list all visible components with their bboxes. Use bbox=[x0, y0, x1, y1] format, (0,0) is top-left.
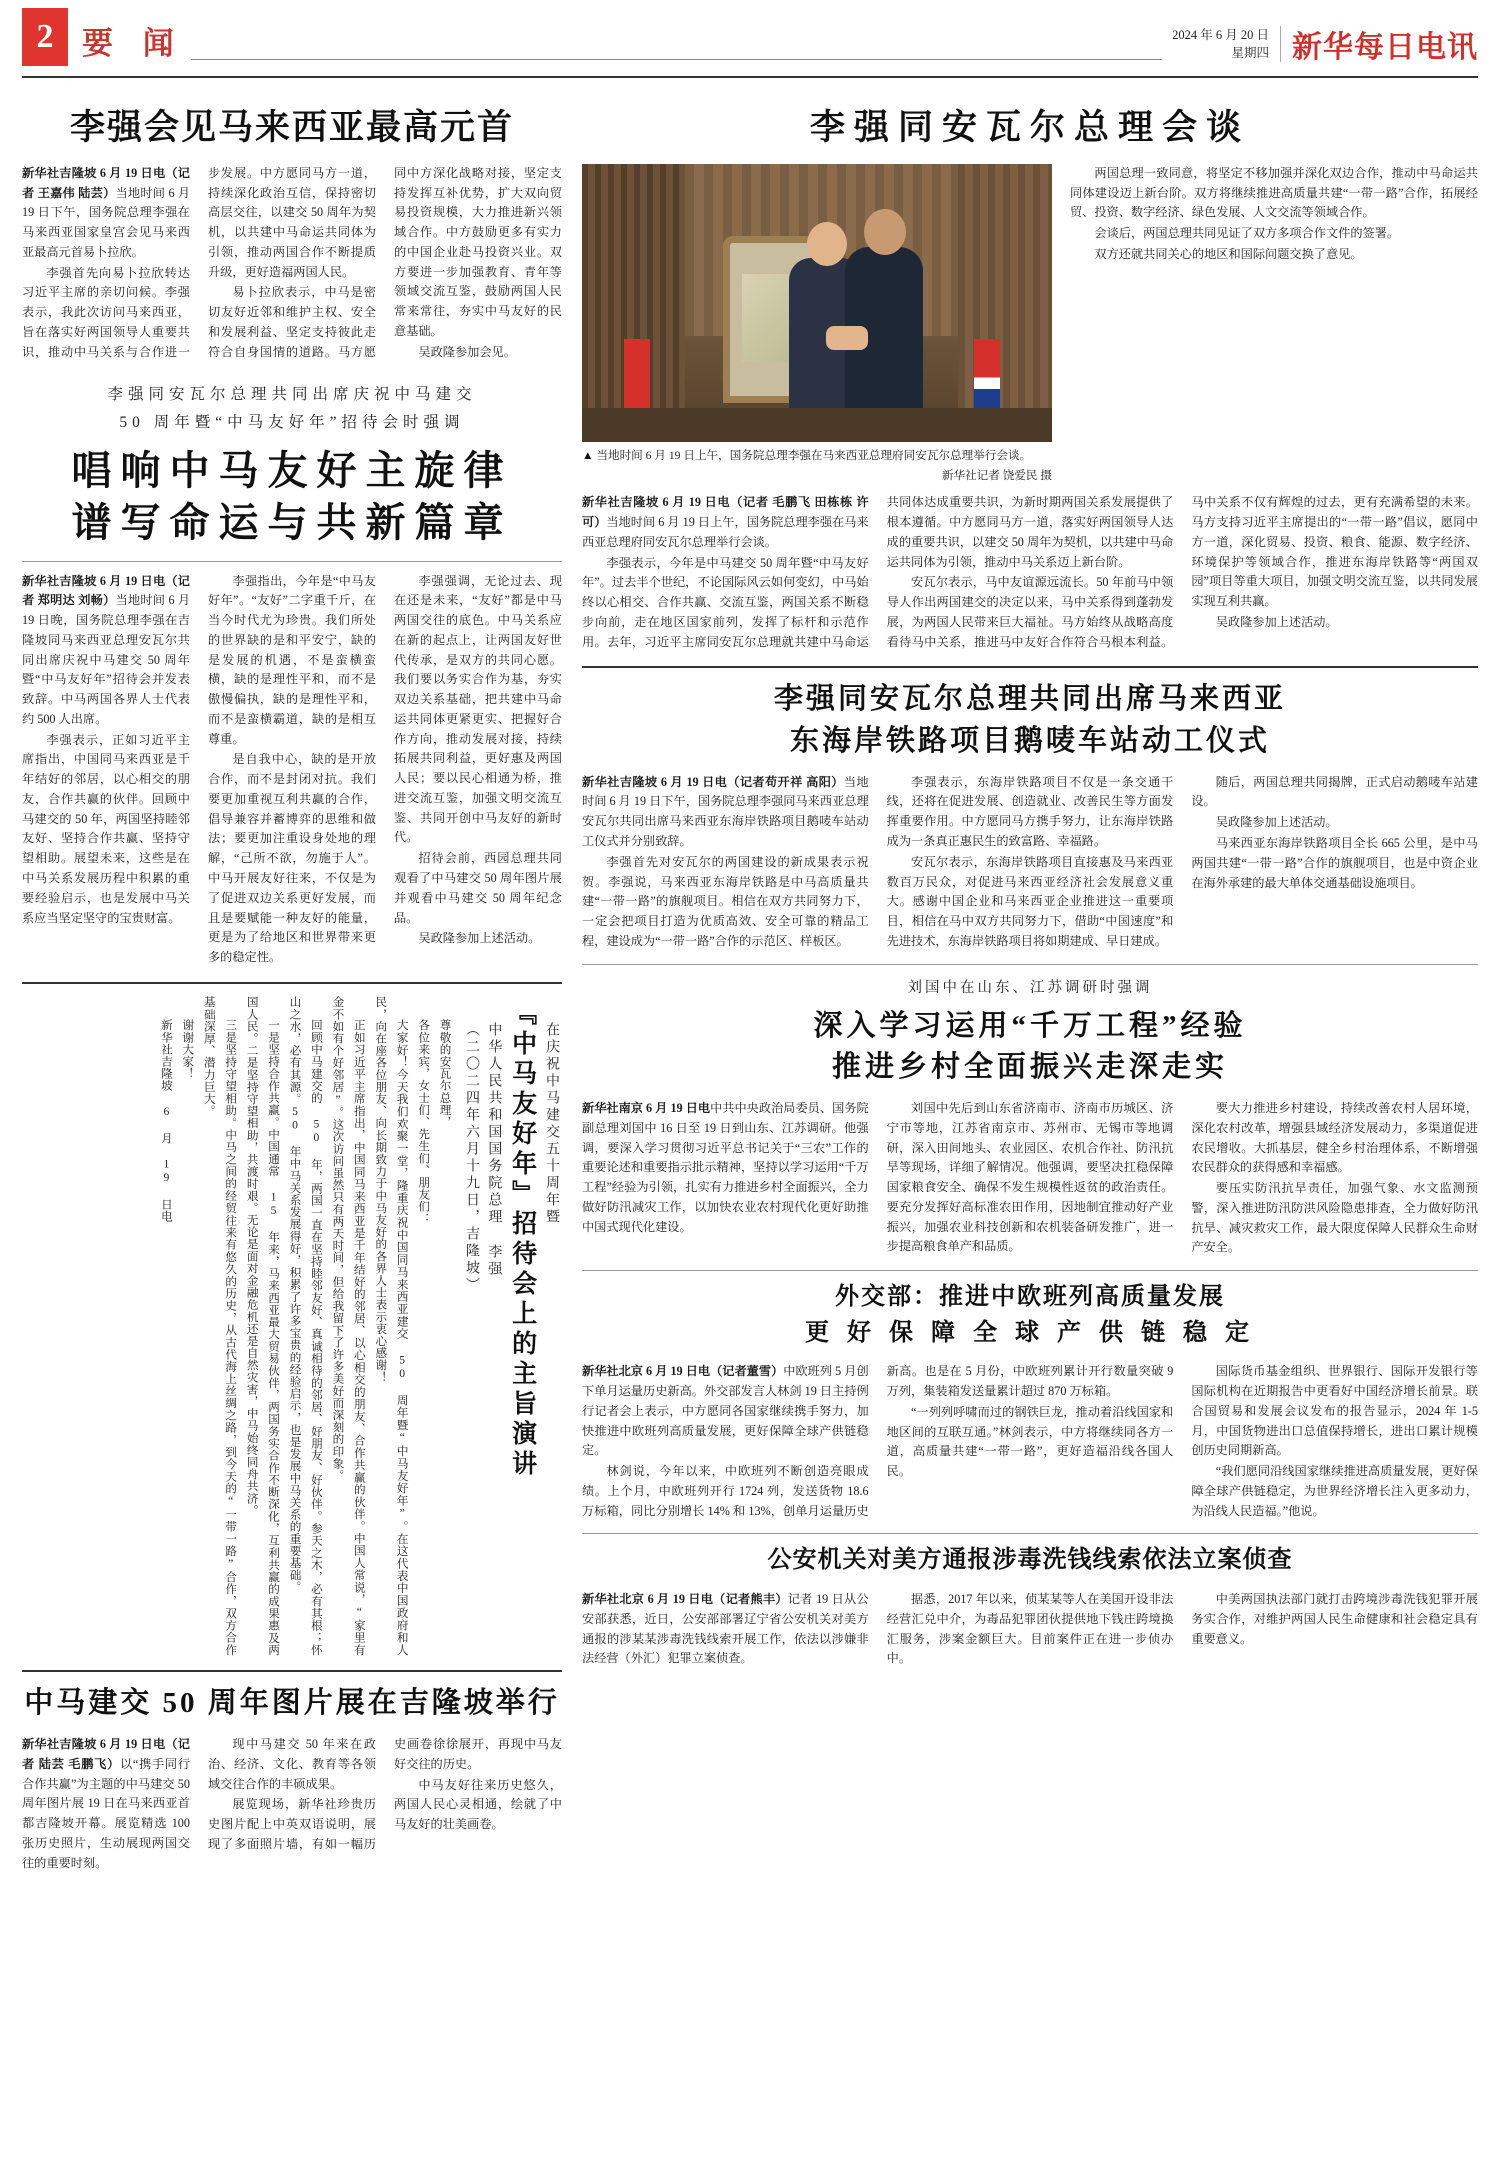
masthead bbox=[22, 0, 1478, 74]
speech-para-3: 一是坚持合作共赢。中国通常 15 年来，马来西亚最大贸易伙伴，两国务实合作不断深化，互利共赢的成果惠及两国人民。二是坚持守望相助，共渡时艰。无论是面对金融危机还是自然灾害，中马始终同舟共济。 bbox=[245, 995, 281, 1656]
article6-para-0: 中共中央政治局委员、国务院副总理刘国中 16 日至 19 日到山东、江苏调研。他强调，要深入学习贯彻习近平总书记关于“三农”工作的重要论述和重要指示批示精神，坚持以学习运用“千万工程”经验为引领，扎实有力推进乡村全面振兴，全力做好防汛减灾工作，以加快农业农村现代化更好助推中国式现代化建设。 bbox=[582, 1100, 869, 1234]
right-section-divider-1 bbox=[582, 666, 1478, 668]
article5-headline-line2: 东海岸铁路项目鹅唛车站动工仪式 bbox=[789, 724, 1270, 757]
article3-para-1: 现中马建交 50 年来在政治、经济、文化、教育等各领域交往合作的丰硕成果。 bbox=[208, 1736, 376, 1791]
section-title: 要 闻 bbox=[82, 26, 185, 61]
article6-headline-line2: 推进乡村全面振兴走深走实 bbox=[831, 1050, 1228, 1083]
article6-shoulder: 刘国中在山东、江苏调研时强调 bbox=[907, 979, 1153, 996]
speech-para-0: 大家好！今天我们欢聚一堂，隆重庆祝中国同马来西亚建交 50 周年暨“中马友好年”。在这代表中国政府和人民，向在座各位朋友、向长期致力于中马友好的各界人士表示衷心感谢！ bbox=[374, 995, 409, 1656]
article7-para-2: “一列列呼啸而过的钢铁巨龙，推动着沿线国家和地区间的互联互通。”林剑表示，中方将继续同各方一道，高质量共建“一带一路”，更好造福沿线各国人民。 bbox=[886, 1404, 1174, 1479]
photo-credit: 新华社记者 饶爱民 摄 bbox=[941, 469, 1052, 483]
right-section-divider-3 bbox=[582, 1270, 1478, 1271]
article-china-europe-railway bbox=[582, 1281, 1478, 1521]
article2-para-6: 吴政隆参加上述活动。 bbox=[418, 931, 541, 946]
article6-para-1: 刘国中先后到山东省济南市、济南市历城区、济宁市等地，江苏省南京市、苏州市、无锡市等地调研，深入田间地头、农业园区、农机合作社、防汛抗旱等现场，详细了解情况。他强调，要坚决扛稳保障国家粮食安全、确保不发生规模性返贫的政治责任。要充分发挥好高标准农田作用，因地制宜推动好产业振兴，加强农业科技创新和农机装备研发推广，进一步提高粮食单产和品质。 bbox=[886, 1100, 1174, 1254]
article4-para-2: 安瓦尔表示，马中友谊源远流长。50 年前马中领导人作出两国建交的决定以来，马中关系得到蓬勃发展，为两国人民带来巨大福祉。马方始终从战略高度看待马中关系，推进马中友好合作符合马根本利益。马中关系不仅有辉煌的过去，更有充满希望的未来。马方支持习近平主席提出的“一带一路”倡议，愿同中方一道，深化贸易、投资、粮食、能源、数字经济、环境保护等领域合作，推进东海岸铁路等“两国双园”项目等重大项目，加强文明交流互鉴，以共同发展实现互利共赢。 bbox=[886, 495, 1478, 649]
left-section-divider bbox=[22, 982, 562, 984]
article-keynote-speech bbox=[22, 996, 562, 1656]
article-photo-exhibition bbox=[22, 1684, 562, 1874]
article4-para-6: 吴政隆参加上述活动。 bbox=[1215, 614, 1338, 629]
article-liu-guozhong-research bbox=[582, 975, 1478, 1259]
article4-side-para-3: 双方还就共同关心的地区和国际问题交换了意见。 bbox=[1094, 246, 1363, 261]
left-section-divider-2 bbox=[22, 1670, 562, 1672]
article6-para-2: 要大力推进乡村建设，持续改善农村人居环境，深化农村改革，增强县域经济发展动力，多渠道促进农民增收。大抓基层，健全乡村治理体系，不断增强农民群众的获得感和幸福感。 bbox=[1191, 1100, 1478, 1175]
article-friendship-reception bbox=[22, 381, 562, 968]
article7-headline-line2: 更 好 保 障 全 球 产 供 链 稳 定 bbox=[805, 1319, 1255, 1346]
photo-wrapper bbox=[582, 164, 1052, 484]
article6-headline-line1: 深入学习运用“千万工程”经验 bbox=[813, 1009, 1247, 1042]
article2-para-1: 李强表示，正如习近平主席指出，中国同马来西亚是千年结好的邻居，以心相交的朋友，合作共赢的伙伴。回顾中马建交的 50 年，两国坚持睦邻友好、坚持合作共赢、坚持守望相助。展望未来，这些是在中马关系发展历程中积累的重要经验启示，也是发展中马关系应当坚定坚守的宝贵财富。 bbox=[22, 732, 190, 925]
article8-para-0: 记者 19 日从公安部获悉，近日，公安部部署辽宁省公安机关对美方通报的涉某某涉毒洗钱线索开展工作，依法以涉嫌非法经营（外汇）犯罪立案侦查。 bbox=[582, 1592, 869, 1666]
article2-body bbox=[22, 572, 562, 968]
article2-shoulder-line1: 李强同安瓦尔总理共同出席庆祝中马建交 bbox=[107, 385, 477, 403]
article5-dateline: 新华社吉隆坡 6 月 19 日电（记者苟开祥 高阳） bbox=[582, 774, 844, 789]
article7-para-4: “我们愿同沿线国家继续推进高质量发展，更好保障全球产供链稳定，为世界经济增长注入更多动力，为沿线人民造福。”他说。 bbox=[1191, 1464, 1478, 1518]
article1-dateline: 新华社吉隆坡 6 月 19 日电（记者 王嘉伟 陆芸） bbox=[22, 165, 190, 200]
article5-para-1: 李强首先对安瓦尔的两国建设的新成果表示祝贺。李强说，马来西亚东海岸铁路是中马高质量共建“一带一路”的旗舰项目。相信在双方共同努力下，一定会把项目打造为优质高效、安全可靠的精品工程，建设成为“一带一路”合作的示范区、样板区。 bbox=[582, 854, 869, 948]
article4-photo-block bbox=[582, 164, 1052, 484]
photo-li-qiang-anwar-handshake bbox=[582, 164, 1052, 442]
speech-para-2: 回顾中马建交的 50 年，两国一直在坚持睦邻友好、真诚相待的邻居、好朋友、好伙伴。参天之木，必有其根；怀山之水，必有其源。50 年中马关系发展得好，积累了许多宝贵的经验启示，也是发展中马关系的重要基础。 bbox=[288, 995, 323, 1656]
photo-floor bbox=[582, 408, 1052, 441]
article7-para-1: 林剑说，今年以来，中欧班列不断创造亮眼成绩。上个月，中欧班列开行 1724 列，发送货物 18.6 万标箱，同比分别增长 14% 和 13%，创单月运量历史新高。也是在 5 月份，中欧班列累计开行数量突破 9 万列，集装箱发送量累计超过 870 万标箱。 bbox=[582, 1364, 1174, 1518]
article4-side-text bbox=[1070, 164, 1478, 484]
article2-headline-line1: 唱响中马友好主旋律 bbox=[71, 447, 513, 493]
right-section-divider-4 bbox=[582, 1533, 1478, 1534]
speech-salutation2: 各位来宾，女士们、先生们、朋友们： bbox=[417, 1019, 431, 1225]
article8-para-1: 据悉，2017 年以来，侦某某等人在美国开设非法经营汇兑中介，为毒品犯罪团伙提供地下钱庄跨境换汇服务，涉案金额巨大。目前案件正在进一步侦办中。 bbox=[886, 1592, 1174, 1666]
article1-body bbox=[22, 164, 562, 363]
article3-para-0: 以“携手同行 合作共赢”为主题的中马建交 50 周年图片展 19 日在马来西亚首都吉隆坡开幕。展览精选 100 张历史照片，生动展现两国交往的重要时刻。 bbox=[22, 1756, 191, 1870]
article4-para-0: 当地时间 6 月 19 日上午，国务院总理李强在马来西亚总理府同安瓦尔总理举行会谈。 bbox=[582, 515, 869, 549]
speech-para-1: 正如习近平主席指出，中国同马来西亚是千年结好的邻居、以心相交的朋友、合作共赢的伙伴。中国人常说，“家里有金不如有个好邻居”。这次访问虽然只有两天时间，但给我留下了许多美好而深刻的印象。 bbox=[331, 995, 366, 1656]
speech-salutation: 尊敬的安瓦尔总理， bbox=[438, 1019, 452, 1128]
article2-para-0: 当地时间 6 月 19 日晚，国务院总理李强在吉隆坡同马来西亚总理安瓦尔共同出席庆祝中马建交 50 周年暨“中马友好年”招待会并发表致辞。中马两国各界人士代表约 500 人出席。 bbox=[22, 593, 191, 726]
article4-dateline: 新华社吉隆坡 6 月 19 日电（记者 毛鹏飞 田栋栋 许可） bbox=[582, 495, 869, 530]
article5-para-4: 随后，两国总理共同揭牌，正式启动鹅唛车站建设。 bbox=[1191, 774, 1478, 809]
weekday-text: 星期四 bbox=[1231, 46, 1269, 61]
speech-closing: 谢谢大家！ bbox=[181, 1019, 195, 1080]
newspaper-brand-logo: 新华每日电讯 bbox=[1292, 31, 1478, 64]
article1-para-1: 李强首先向易卜拉欣转达习近平主席的亲切问候。李强表示，我此次访问马来西亚，旨在落实好两国领导人重要共识，推动中马关系与合作进一步发展。中方愿同马方一道，持续深化政治互信，保持密切高层交往，以建交 50 周年为契机，以共建中马命运共同体为引领，推动两国合作不断提质升级，更好造福两国人民。 bbox=[22, 165, 376, 359]
article5-headline-line1: 李强同安瓦尔总理共同出席马来西亚 bbox=[773, 683, 1286, 716]
article4-side-para: 两国总理一致同意，将坚定不移加强并深化双边合作，推动中马命运共同体建设迈上新台阶。双方将继续推进高质量共建“一带一路”合作，拓展经贸、投资、数字经济、绿色发展、人文交流等领域合作。 bbox=[1070, 165, 1478, 220]
masthead-bottom-rule bbox=[22, 76, 1478, 78]
article1-para-0: 当地时间 6 月 19 日下午，国务院总理李强在马来西亚国家皇宫会见马来西亚最高元首易卜拉欣。 bbox=[22, 185, 191, 259]
speech-title-prefix: 在庆祝中马建交五十周年暨 bbox=[544, 1021, 559, 1226]
caption-text: 当地时间 6 月 19 日上午，国务院总理李强在马来西亚总理府同安瓦尔总理举行会谈。 bbox=[596, 448, 1032, 462]
article2-rule bbox=[22, 561, 562, 562]
article-drug-money-laundering bbox=[582, 1544, 1478, 1669]
article4-para-1: 李强表示，今年是中马建交 50 周年暨“中马友好年”。过去半个世纪，不论国际风云如何变幻，中马始终以心相交、合作共赢、交流互鉴，两国关系不断稳步向前，走在地区国家前列，发挥了标杆和示范作用。去年，习近平主席同安瓦尔总理就共建中马命运共同体达成重要共识，为新时期两国关系发展提供了根本遵循。中方愿同马方一道，落实好两国领导人达成的重要共识，以建交 50 周年为契机，以共建中马命运共同体为引领，推动中马关系迈上新台阶。 bbox=[582, 495, 1174, 649]
article1-para-3: 吴政隆参加会见。 bbox=[418, 344, 516, 359]
caption-triangle-icon: ▲ bbox=[582, 448, 594, 462]
publication-date bbox=[1172, 26, 1281, 62]
article1-headline: 李强会见马来西亚最高元首 bbox=[69, 108, 514, 147]
left-column bbox=[22, 88, 562, 1873]
article2-para-3: 是自我中心，缺的是开放合作，而不是封闭对抗。我们要更加重视互利共赢的合作，倡导兼容并蓄博弈的思维和做法；要更加注重设身处地的理解，“己所不欲，勿施于人”。中马开展友好往来，不仅是为了促进双边关系更好发展，而且是要赋能一种友好的能量，更是为了给地区和世界带来更多的稳定性。 bbox=[208, 752, 376, 965]
article5-para-0: 当地时间 6 月 19 日下午，国务院总理李强同马来西亚总理安瓦尔共同出席马来西亚东海岸铁路项目鹅唛车站动工仪式并分别致辞。 bbox=[582, 774, 869, 848]
speech-para-4: 三是坚持守望相助。中马之间的经贸往来有悠久的历史，从古代海上丝绸之路，到今天的“一带一路”合作，双方合作基础深厚、潜力巨大。 bbox=[202, 995, 238, 1656]
article5-para-6: 马来西亚东海岸铁路项目全长 665 公里，是中马两国共建“一带一路”合作的旗舰项目，也是中资企业在海外承建的最大单体交通基础设施项目。 bbox=[1191, 836, 1478, 890]
article2-para-5: 招待会前，西园总理共同观看了中马建交 50 周年图片展并观看中马建交 50 周年纪念品。 bbox=[394, 851, 562, 925]
article6-para-3: 要压实防汛抗旱责任，加强气象、水文监测预警，深入推进防汛防洪风险隐患排查，全力做好防汛抗旱、减灾救灾工作，最大限度保障人民群众生命财产安全。 bbox=[1191, 1181, 1478, 1255]
article5-body bbox=[582, 773, 1478, 952]
article2-dateline: 新华社吉隆坡 6 月 19 日电（记者 郑明达 刘畅） bbox=[22, 573, 190, 608]
article1-para-2: 易卜拉欣表示，中马是密切友好近邻和维护主权、安全和发展利益、坚定支持彼此走符合自身国情的道路。马方愿同中方深化战略对接，坚定支持发挥互补优势，扩大双向贸易投资规模，大力推进新兴领域合作。中方鼓励更多有实力的中国企业赴马投资兴业。双方要进一步加强教育、青年等领域交流互鉴，鼓励两国人民常来常往，夯实中马友好的民意基础。 bbox=[208, 165, 562, 359]
article2-headline-line2: 谱写命运与共新篇章 bbox=[71, 499, 513, 545]
article4-body bbox=[582, 493, 1478, 652]
article3-body bbox=[22, 1735, 562, 1873]
article2-shoulder-line2: 50 周年暨“中马友好年”招待会时强调 bbox=[119, 413, 465, 431]
article7-para-0: 中欧班列 5 月创下单月运量历史新高。外交部发言人林剑 19 日主持例行记者会上表示，中方愿同各国家继续携手努力，加快推进中欧班列高质量发展，更好保障全球产供链稳定。 bbox=[582, 1364, 869, 1458]
article4-headline: 李强同安瓦尔总理会谈 bbox=[809, 108, 1250, 147]
date-text: 2024 年 6 月 20 日 bbox=[1172, 28, 1269, 42]
page-body bbox=[22, 88, 1478, 1873]
article8-headline: 公安机关对美方通报涉毒洗钱线索依法立案侦查 bbox=[767, 1547, 1293, 1574]
article7-headline-line1: 外交部：推进中欧班列高质量发展 bbox=[835, 1284, 1225, 1311]
photo-wall-right bbox=[958, 164, 1052, 442]
article6-dateline: 新华社南京 6 月 19 日电 bbox=[582, 1100, 711, 1115]
article5-para-5: 吴政隆参加上述活动。 bbox=[1215, 815, 1338, 830]
photo-caption bbox=[582, 447, 1052, 466]
article4-side-para-2: 会谈后，两国总理共同见证了双方多项合作文件的签署。 bbox=[1094, 226, 1400, 241]
article-li-qiang-anwar-talks bbox=[582, 106, 1478, 652]
article3-para-3: 中马友好往来历史悠久，两国人民心灵相通，绘就了中马友好的壮美画卷。 bbox=[394, 1777, 562, 1832]
article8-dateline: 新华社北京 6 月 19 日电（记者熊丰） bbox=[582, 1592, 788, 1606]
speech-source: 新华社吉隆坡 6 月 19 日电 bbox=[159, 1019, 173, 1223]
article7-dateline: 新华社北京 6 月 19 日电（记者董雪） bbox=[582, 1364, 784, 1379]
article6-body bbox=[582, 1099, 1478, 1258]
speech-author: 中华人民共和国国务院总理 李强 bbox=[486, 1021, 502, 1278]
article3-dateline: 新华社吉隆坡 6 月 19 日电（记者 陆芸 毛鹏飞） bbox=[22, 1736, 190, 1771]
right-column bbox=[582, 88, 1478, 1873]
masthead-divider bbox=[191, 59, 1162, 60]
article5-para-3: 安瓦尔表示，东海岸铁路项目直接惠及马来西亚数百万民众，对促进马来西亚经济社会发展意义重大。感谢中国企业和马来西亚企业推进这一重要项目，相信在马中双方共同努力下，借助“中国速度”和先进技术，东海岸铁路项目将如期建成、早日建成。 bbox=[886, 854, 1174, 948]
article2-para-2: 李强指出，今年是“中马友好年”。“友好”二字重千斤，在当今时代尤为珍贵。我们所处的世界缺的是和平安宁，缺的是发展的机遇，不是蛮横蛮横，缺的是理性平和，而不是傲慢偏执，缺的是理性平和，而不是蛮横霸道，缺的是相互尊重。 bbox=[208, 573, 376, 746]
article2-para-4: 李强强调，无论过去、现在还是未来，“友好”都是中马两国交往的底色。中马关系应在新的起点上，让两国友好世代传承，是双方的共同心愿。我们要以务实合作为基，夯实双边关系基础，把共建中马命运共同体更紧更实、把握好合作方向，推动发展对接，持续拓展共同利益，更好惠及两国人民；要以民心相通为桥，推进交流互鉴，加强文明交流互鉴、共同开创中马友好的新时代。 bbox=[394, 573, 562, 845]
article8-body bbox=[582, 1590, 1478, 1669]
article3-headline: 中马建交 50 周年图片展在吉隆坡举行 bbox=[24, 1686, 560, 1719]
speech-body bbox=[22, 996, 456, 1656]
article-ecrl-groundbreaking bbox=[582, 680, 1478, 951]
article8-para-2: 中美两国执法部门就打击跨境涉毒洗钱犯罪开展务实合作，对维护两国人民生命健康和社会稳定具有重要意义。 bbox=[1191, 1592, 1478, 1646]
article5-para-2: 李强表示，东海岸铁路项目不仅是一条交通干线，还将在促进发展、创造就业、改善民生等方面发挥重要作用。中方愿同马方携手努力，让东海岸铁路成为一条真正惠民生的致富路、幸福路。 bbox=[886, 774, 1174, 848]
right-section-divider-2 bbox=[582, 964, 1478, 965]
article7-body bbox=[582, 1362, 1478, 1521]
article7-para-3: 国际货币基金组织、世界银行、国际开发银行等国际机构在近期报告中更看好中国经济增长前景。联合国贸易和发展会议发布的报告显示，2024 年 1-5 月，中国货物进出口总值保持增长，进出口累计规模创历史同期新高。 bbox=[1191, 1364, 1478, 1458]
article-li-qiang-meets-king bbox=[22, 106, 562, 363]
photo-handshake bbox=[826, 326, 868, 350]
page-number-badge: 2 bbox=[22, 8, 68, 66]
speech-title: 『中马友好年』招待会上的主旨演讲 bbox=[508, 999, 536, 1480]
speech-author-date: （二〇二四年六月十九日，吉隆坡） bbox=[463, 1021, 479, 1294]
speech-title-group bbox=[460, 996, 562, 1656]
article3-para-2: 展览现场，新华社珍贵历史图片配上中英双语说明，展现了多面照片墙，有如一幅历史画卷徐徐展开，再现中马友好交往的历史。 bbox=[208, 1736, 562, 1851]
